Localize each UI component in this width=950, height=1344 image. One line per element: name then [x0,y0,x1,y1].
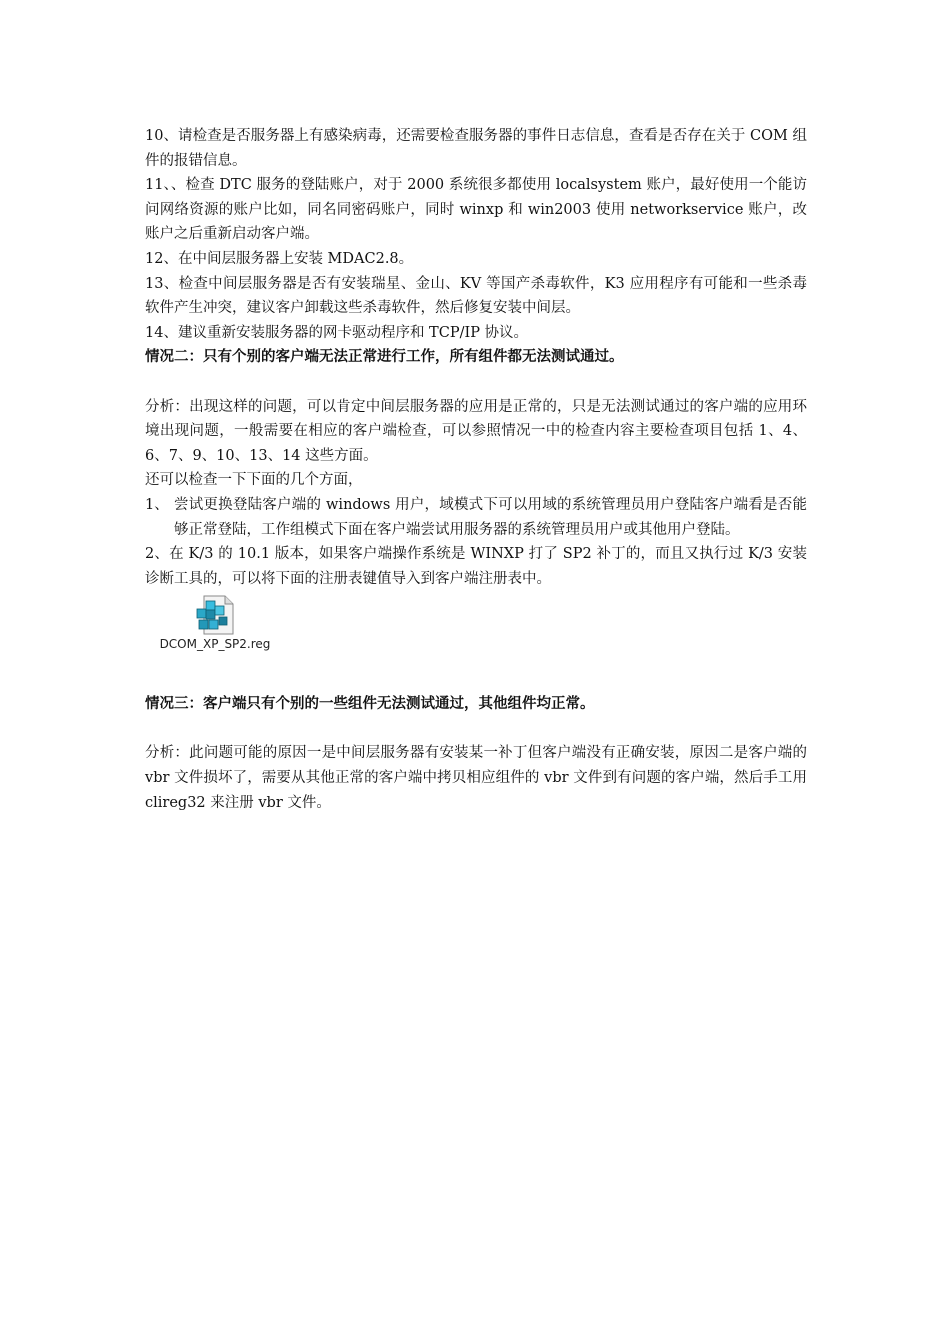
item-11: 11、、检查 DTC 服务的登陆账户，对于 2000 系统很多都使用 localsystem 账户，最好使用一个能访问网络资源的账户比如，同名同密码账户，同时 winxp 和 win2003 使用 networkservice 账户，改账户之后重新启动客户端。 [145,177,807,243]
attachment-filename: DCOM_XP_SP2.reg [159,637,271,652]
item-12: 12、在中间层服务器上安装 MDAC2.8。 [145,250,414,267]
case2-also: 还可以检查一下下面的几个方面， [145,472,363,489]
item-10: 10、请检查是否服务器上有感染病毒，还需要检查服务器的事件日志信息，查看是否存在关于 COM 组件的报错信息。 [145,128,807,169]
spacer [145,652,807,692]
case2-list-item-2: 2、在 K/3 的 10.1 版本，如果客户端操作系统是 WINXP 打了 SP2 补丁的，而且又执行过 K/3 安装诊断工具的，可以将下面的注册表键值导入到客户端注册表中。 [145,546,807,587]
item-14: 14、建议重新安装服务器的网卡驱动程序和 TCP/IP 协议。 [145,324,529,341]
document-body [145,124,807,815]
registry-file-icon [194,595,236,635]
case3-heading: 情况三：客户端只有个别的一些组件无法测试通过，其他组件均正常。 [145,695,595,713]
case2-analysis: 分析：出现这样的问题，可以肯定中间层服务器的应用是正常的，只是无法测试通过的客户端的应用环境出现问题，一般需要在相应的客户端检查，可以参照情况一中的检查内容主要检查项目包括 1、4、6、7、9、10、13、14 这些方面。 [145,398,807,464]
attachment-reg-file[interactable] [150,595,280,652]
list-marker: 1、 [145,496,169,513]
case2-heading: 情况二：只有个别的客户端无法正常进行工作，所有组件都无法测试通过。 [145,348,624,366]
case3-analysis: 分析：此问题可能的原因一是中间层服务器有安装某一补丁但客户端没有正确安装，原因二是客户端的 vbr 文件损坏了，需要从其他正常的客户端中拷贝相应组件的 vbr 文件到有问题的客户端，然后手工用 clireg32 来注册 vbr 文件。 [145,745,807,811]
blank-line [145,370,807,395]
case2-list-item-1 [145,493,807,542]
item-13: 13、检查中间层服务器是否有安装瑞星、金山、KV 等国产杀毒软件，K3 应用程序有可能和一些杀毒软件产生冲突，建议客户卸载这些杀毒软件，然后修复安装中间层。 [145,275,807,317]
list-text: 尝试更换登陆客户端的 windows 用户，域模式下可以用域的系统管理员用户登陆客户端看是否能够正常登陆，工作组模式下面在客户端尝试用服务器的系统管理员用户或其他用户登陆。 [174,496,807,538]
blank-line [145,717,807,742]
